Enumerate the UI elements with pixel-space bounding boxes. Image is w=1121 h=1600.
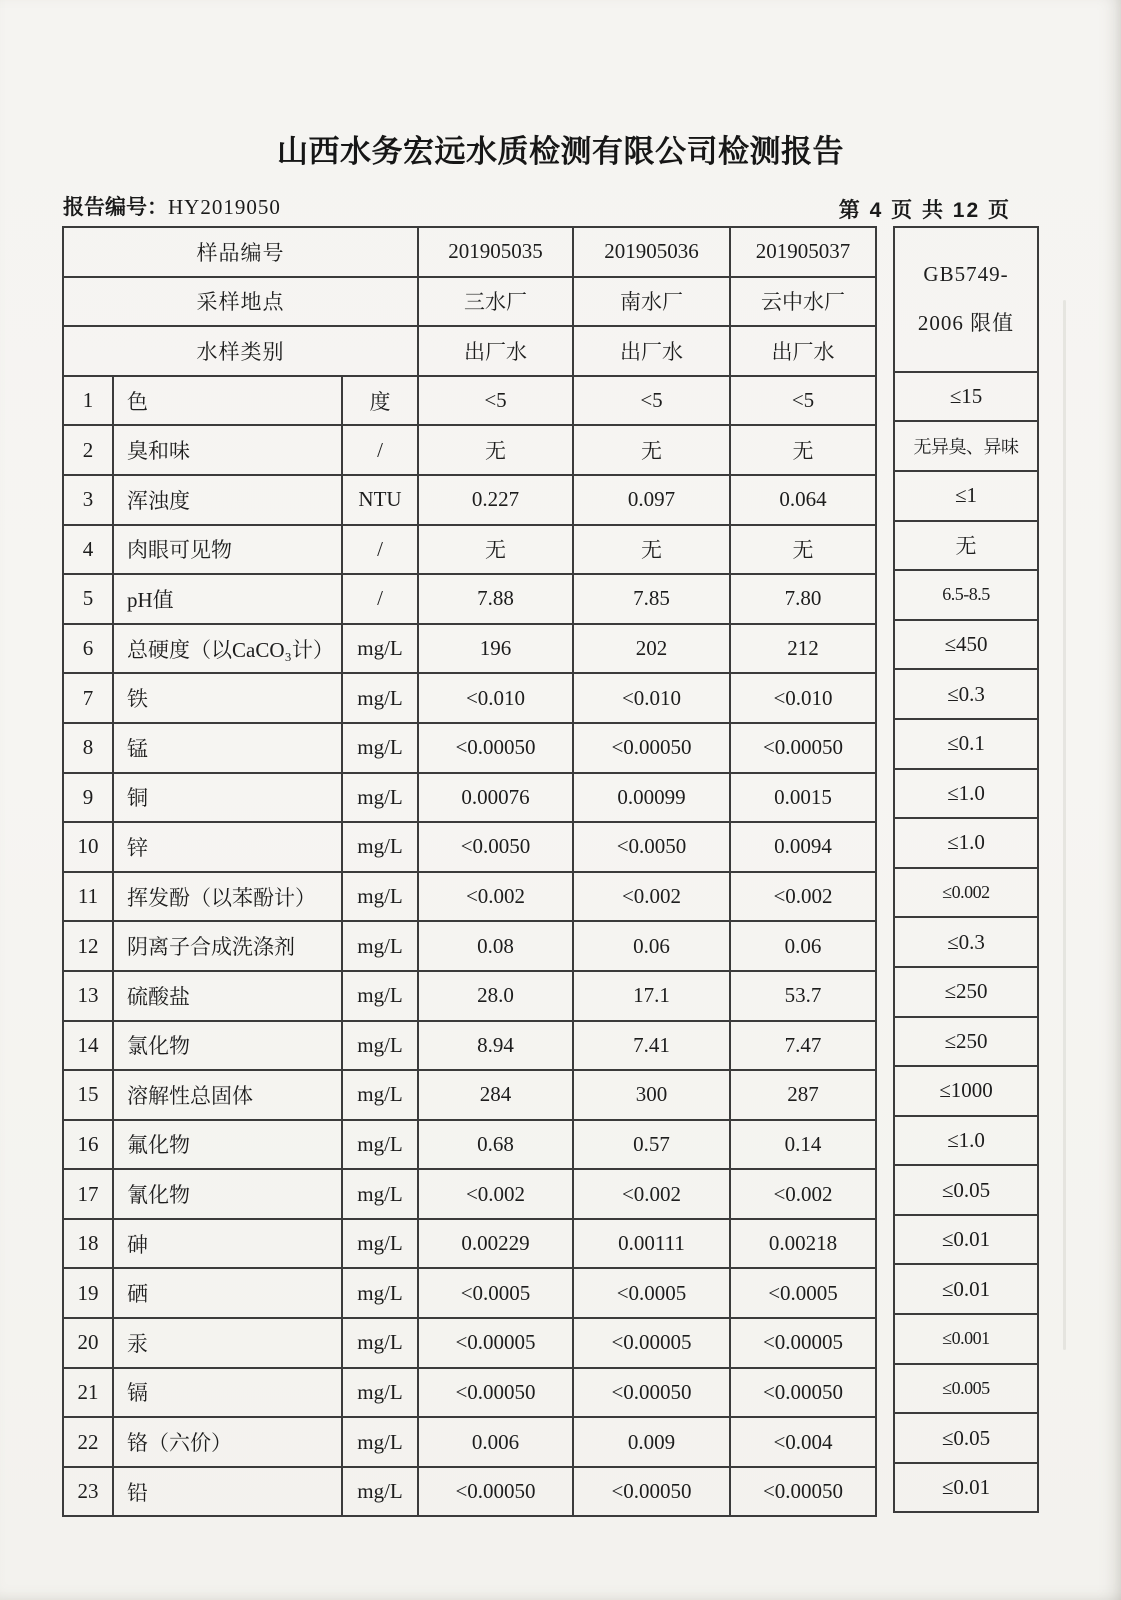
sample2-value: <0.0005 bbox=[573, 1268, 730, 1318]
sample1-value: <5 bbox=[418, 376, 573, 426]
limit-value: ≤0.01 bbox=[894, 1463, 1038, 1513]
sample3-value: <0.004 bbox=[730, 1417, 876, 1467]
limit-row bbox=[894, 1215, 1038, 1265]
table-row bbox=[63, 921, 876, 971]
sample1-value: 0.006 bbox=[418, 1417, 573, 1467]
limit-row bbox=[894, 372, 1038, 422]
table-row bbox=[63, 1467, 876, 1517]
table-row bbox=[63, 1318, 876, 1368]
limit-value: ≤0.3 bbox=[894, 917, 1038, 967]
row-number: 4 bbox=[63, 525, 113, 575]
sample1-value: 0.08 bbox=[418, 921, 573, 971]
parameter-name: 锌 bbox=[113, 822, 342, 872]
limit-row bbox=[894, 769, 1038, 819]
sample3-value: 287 bbox=[730, 1070, 876, 1120]
sample3-value: 212 bbox=[730, 624, 876, 674]
sample1-value: <0.00005 bbox=[418, 1318, 573, 1368]
sample2-value: <0.0050 bbox=[573, 822, 730, 872]
sample3-value: <0.0005 bbox=[730, 1268, 876, 1318]
row-number: 5 bbox=[63, 574, 113, 624]
sample3-value: 0.0094 bbox=[730, 822, 876, 872]
parameter-name: 砷 bbox=[113, 1219, 342, 1269]
parameter-name: 硒 bbox=[113, 1268, 342, 1318]
limit-value: ≤250 bbox=[894, 1017, 1038, 1067]
limit-value: ≤1 bbox=[894, 471, 1038, 521]
unit: mg/L bbox=[342, 1467, 418, 1517]
sample3-value: 0.00218 bbox=[730, 1219, 876, 1269]
sample1-value: <0.00050 bbox=[418, 1368, 573, 1418]
row-number: 19 bbox=[63, 1268, 113, 1318]
header-value: 云中水厂 bbox=[730, 277, 876, 327]
table-row bbox=[63, 1417, 876, 1467]
sample2-value: <0.00050 bbox=[573, 1368, 730, 1418]
row-number: 15 bbox=[63, 1070, 113, 1120]
parameter-name: 溶解性总固体 bbox=[113, 1070, 342, 1120]
table-row bbox=[63, 1169, 876, 1219]
limit-row bbox=[894, 868, 1038, 918]
unit: mg/L bbox=[342, 773, 418, 823]
limit-table bbox=[893, 226, 1039, 1513]
header-value: 三水厂 bbox=[418, 277, 573, 327]
sample3-value: 无 bbox=[730, 425, 876, 475]
header-value: 201905036 bbox=[573, 227, 730, 277]
sample2-value: <0.002 bbox=[573, 1169, 730, 1219]
limit-value: ≤0.05 bbox=[894, 1165, 1038, 1215]
sample3-value: 53.7 bbox=[730, 971, 876, 1021]
sample3-value: 无 bbox=[730, 525, 876, 575]
sample3-value: 0.06 bbox=[730, 921, 876, 971]
limit-header-line1: GB5749- bbox=[923, 262, 1009, 287]
limit-row bbox=[894, 1116, 1038, 1166]
row-number: 10 bbox=[63, 822, 113, 872]
sample1-value: <0.00050 bbox=[418, 1467, 573, 1517]
limit-value: ≤0.01 bbox=[894, 1264, 1038, 1314]
limit-row bbox=[894, 719, 1038, 769]
table-row bbox=[63, 624, 876, 674]
report-number-label: 报告编号： bbox=[63, 196, 168, 219]
limit-header-row bbox=[894, 227, 1038, 372]
row-number: 16 bbox=[63, 1120, 113, 1170]
limit-row bbox=[894, 917, 1038, 967]
parameter-name: 氟化物 bbox=[113, 1120, 342, 1170]
row-number: 23 bbox=[63, 1467, 113, 1517]
row-number: 22 bbox=[63, 1417, 113, 1467]
limit-value: ≤0.001 bbox=[894, 1314, 1038, 1364]
parameter-name: 色 bbox=[113, 376, 342, 426]
header-value: 出厂水 bbox=[730, 326, 876, 376]
sample2-value: <0.002 bbox=[573, 872, 730, 922]
sample1-value: 0.68 bbox=[418, 1120, 573, 1170]
row-number: 7 bbox=[63, 673, 113, 723]
header-value: 南水厂 bbox=[573, 277, 730, 327]
unit: mg/L bbox=[342, 822, 418, 872]
header-label: 样品编号 bbox=[63, 227, 418, 277]
row-number: 6 bbox=[63, 624, 113, 674]
unit: / bbox=[342, 425, 418, 475]
header-value: 出厂水 bbox=[418, 326, 573, 376]
unit: mg/L bbox=[342, 1268, 418, 1318]
sample2-value: 202 bbox=[573, 624, 730, 674]
row-number: 3 bbox=[63, 475, 113, 525]
page-indicator: 第 4 页 共 12 页 bbox=[838, 199, 1011, 222]
sample3-value: <0.00050 bbox=[730, 1467, 876, 1517]
row-number: 8 bbox=[63, 723, 113, 773]
limit-value: ≤1.0 bbox=[894, 818, 1038, 868]
limit-value: ≤0.002 bbox=[894, 868, 1038, 918]
limit-header-cell bbox=[894, 227, 1038, 372]
limit-row bbox=[894, 669, 1038, 719]
row-number: 11 bbox=[63, 872, 113, 922]
table-header-row bbox=[63, 277, 876, 327]
table-row bbox=[63, 822, 876, 872]
scan-artifact-streak bbox=[1063, 300, 1066, 1350]
limit-value: ≤0.1 bbox=[894, 719, 1038, 769]
parameter-name: 氯化物 bbox=[113, 1021, 342, 1071]
limit-value: ≤0.3 bbox=[894, 669, 1038, 719]
sample2-value: 7.85 bbox=[573, 574, 730, 624]
table-row bbox=[63, 525, 876, 575]
table-row bbox=[63, 673, 876, 723]
table-row bbox=[63, 1021, 876, 1071]
sample2-value: <0.010 bbox=[573, 673, 730, 723]
table-row bbox=[63, 773, 876, 823]
row-number: 1 bbox=[63, 376, 113, 426]
parameter-name: 铁 bbox=[113, 673, 342, 723]
parameter-name: 硫酸盐 bbox=[113, 971, 342, 1021]
row-number: 12 bbox=[63, 921, 113, 971]
row-number: 18 bbox=[63, 1219, 113, 1269]
table-row bbox=[63, 425, 876, 475]
parameter-name: 挥发酚（以苯酚计） bbox=[113, 872, 342, 922]
table-row bbox=[63, 1268, 876, 1318]
row-number: 20 bbox=[63, 1318, 113, 1368]
sample3-value: 0.14 bbox=[730, 1120, 876, 1170]
limit-value: ≤450 bbox=[894, 620, 1038, 670]
limit-row bbox=[894, 521, 1038, 571]
unit: mg/L bbox=[342, 1021, 418, 1071]
sample2-value: <5 bbox=[573, 376, 730, 426]
parameter-name: 锰 bbox=[113, 723, 342, 773]
unit: mg/L bbox=[342, 971, 418, 1021]
unit: mg/L bbox=[342, 1120, 418, 1170]
sample1-value: 284 bbox=[418, 1070, 573, 1120]
limit-value: ≤0.05 bbox=[894, 1413, 1038, 1463]
table-header-row bbox=[63, 326, 876, 376]
sample3-value: <0.00050 bbox=[730, 1368, 876, 1418]
table-row bbox=[63, 723, 876, 773]
parameter-name: 臭和味 bbox=[113, 425, 342, 475]
parameter-name: 阴离子合成洗涤剂 bbox=[113, 921, 342, 971]
header-label: 水样类别 bbox=[63, 326, 418, 376]
unit: mg/L bbox=[342, 1318, 418, 1368]
limit-value: 6.5-8.5 bbox=[894, 570, 1038, 620]
sample2-value: 300 bbox=[573, 1070, 730, 1120]
results-table bbox=[62, 226, 877, 1517]
limit-value: 无 bbox=[894, 521, 1038, 571]
sample3-value: <0.002 bbox=[730, 872, 876, 922]
header-value: 出厂水 bbox=[573, 326, 730, 376]
limit-row bbox=[894, 570, 1038, 620]
unit: mg/L bbox=[342, 1219, 418, 1269]
unit: mg/L bbox=[342, 673, 418, 723]
table-row bbox=[63, 1368, 876, 1418]
unit: mg/L bbox=[342, 723, 418, 773]
parameter-name: 铜 bbox=[113, 773, 342, 823]
unit: mg/L bbox=[342, 1368, 418, 1418]
sample2-value: 0.00099 bbox=[573, 773, 730, 823]
table-row bbox=[63, 872, 876, 922]
sample2-value: 0.06 bbox=[573, 921, 730, 971]
row-number: 2 bbox=[63, 425, 113, 475]
limit-header-line2: 2006 限值 bbox=[917, 311, 1015, 336]
sample2-value: 7.41 bbox=[573, 1021, 730, 1071]
row-number: 21 bbox=[63, 1368, 113, 1418]
sample1-value: <0.00050 bbox=[418, 723, 573, 773]
limit-value: 无异臭、异味 bbox=[894, 421, 1038, 471]
parameter-name: 氰化物 bbox=[113, 1169, 342, 1219]
sample3-value: <0.002 bbox=[730, 1169, 876, 1219]
limit-value: ≤15 bbox=[894, 372, 1038, 422]
unit: mg/L bbox=[342, 1070, 418, 1120]
sample1-value: <0.010 bbox=[418, 673, 573, 723]
unit: mg/L bbox=[342, 624, 418, 674]
sample3-value: 7.80 bbox=[730, 574, 876, 624]
limit-value: ≤1.0 bbox=[894, 1116, 1038, 1166]
limit-row bbox=[894, 1165, 1038, 1215]
sample2-value: <0.00050 bbox=[573, 723, 730, 773]
row-number: 9 bbox=[63, 773, 113, 823]
limit-row bbox=[894, 1364, 1038, 1414]
limit-value: ≤1000 bbox=[894, 1066, 1038, 1116]
sample3-value: <0.00050 bbox=[730, 723, 876, 773]
sample1-value: 无 bbox=[418, 525, 573, 575]
parameter-name: 汞 bbox=[113, 1318, 342, 1368]
sample1-value: 0.00076 bbox=[418, 773, 573, 823]
limit-value: ≤1.0 bbox=[894, 769, 1038, 819]
unit: mg/L bbox=[342, 921, 418, 971]
sample1-value: 196 bbox=[418, 624, 573, 674]
sample2-value: 0.097 bbox=[573, 475, 730, 525]
limit-row bbox=[894, 471, 1038, 521]
sample2-value: <0.00050 bbox=[573, 1467, 730, 1517]
table-row bbox=[63, 574, 876, 624]
row-number: 17 bbox=[63, 1169, 113, 1219]
sample2-value: 0.009 bbox=[573, 1417, 730, 1467]
limit-row bbox=[894, 1314, 1038, 1364]
sample3-value: <0.00005 bbox=[730, 1318, 876, 1368]
header-value: 201905035 bbox=[418, 227, 573, 277]
limit-value: ≤250 bbox=[894, 967, 1038, 1017]
parameter-name: 肉眼可见物 bbox=[113, 525, 342, 575]
sample3-value: <0.010 bbox=[730, 673, 876, 723]
sample3-value: 0.064 bbox=[730, 475, 876, 525]
parameter-name: 铬（六价） bbox=[113, 1417, 342, 1467]
sample2-value: 17.1 bbox=[573, 971, 730, 1021]
sample1-value: 7.88 bbox=[418, 574, 573, 624]
sample1-value: <0.002 bbox=[418, 1169, 573, 1219]
unit: / bbox=[342, 574, 418, 624]
parameter-name: pH值 bbox=[113, 574, 342, 624]
table-row bbox=[63, 475, 876, 525]
sample3-value: 0.0015 bbox=[730, 773, 876, 823]
parameter-name: 总硬度（以CaCO₃计） bbox=[113, 624, 342, 674]
sample1-value: 无 bbox=[418, 425, 573, 475]
sample1-value: <0.0050 bbox=[418, 822, 573, 872]
table-row bbox=[63, 1120, 876, 1170]
sample2-value: 0.57 bbox=[573, 1120, 730, 1170]
sample1-value: 0.227 bbox=[418, 475, 573, 525]
header-value: 201905037 bbox=[730, 227, 876, 277]
table-row bbox=[63, 971, 876, 1021]
limit-row bbox=[894, 1463, 1038, 1513]
limit-value: ≤0.01 bbox=[894, 1215, 1038, 1265]
sample1-value: <0.0005 bbox=[418, 1268, 573, 1318]
sample2-value: 0.00111 bbox=[573, 1219, 730, 1269]
sample3-value: <5 bbox=[730, 376, 876, 426]
limit-value: ≤0.005 bbox=[894, 1364, 1038, 1414]
parameter-name: 铅 bbox=[113, 1467, 342, 1517]
page-title: 山西水务宏远水质检测有限公司检测报告 bbox=[277, 134, 844, 169]
limit-row bbox=[894, 967, 1038, 1017]
limit-row bbox=[894, 1264, 1038, 1314]
report-number bbox=[63, 191, 281, 221]
sample1-value: 8.94 bbox=[418, 1021, 573, 1071]
unit: mg/L bbox=[342, 1169, 418, 1219]
table-header-row bbox=[63, 227, 876, 277]
unit: / bbox=[342, 525, 418, 575]
table-row bbox=[63, 376, 876, 426]
sample1-value: 0.00229 bbox=[418, 1219, 573, 1269]
parameter-name: 镉 bbox=[113, 1368, 342, 1418]
sample2-value: <0.00005 bbox=[573, 1318, 730, 1368]
limit-row bbox=[894, 1413, 1038, 1463]
unit: mg/L bbox=[342, 1417, 418, 1467]
report-number-value: HY2019050 bbox=[168, 195, 281, 219]
limit-row bbox=[894, 620, 1038, 670]
limit-row bbox=[894, 1066, 1038, 1116]
sample1-value: <0.002 bbox=[418, 872, 573, 922]
limit-row bbox=[894, 1017, 1038, 1067]
sample2-value: 无 bbox=[573, 525, 730, 575]
table-row bbox=[63, 1070, 876, 1120]
unit: mg/L bbox=[342, 872, 418, 922]
unit: 度 bbox=[342, 376, 418, 426]
limit-row bbox=[894, 421, 1038, 471]
sample3-value: 7.47 bbox=[730, 1021, 876, 1071]
sample2-value: 无 bbox=[573, 425, 730, 475]
parameter-name: 浑浊度 bbox=[113, 475, 342, 525]
header-label: 采样地点 bbox=[63, 277, 418, 327]
row-number: 13 bbox=[63, 971, 113, 1021]
table-row bbox=[63, 1219, 876, 1269]
sample1-value: 28.0 bbox=[418, 971, 573, 1021]
unit: NTU bbox=[342, 475, 418, 525]
row-number: 14 bbox=[63, 1021, 113, 1071]
limit-row bbox=[894, 818, 1038, 868]
